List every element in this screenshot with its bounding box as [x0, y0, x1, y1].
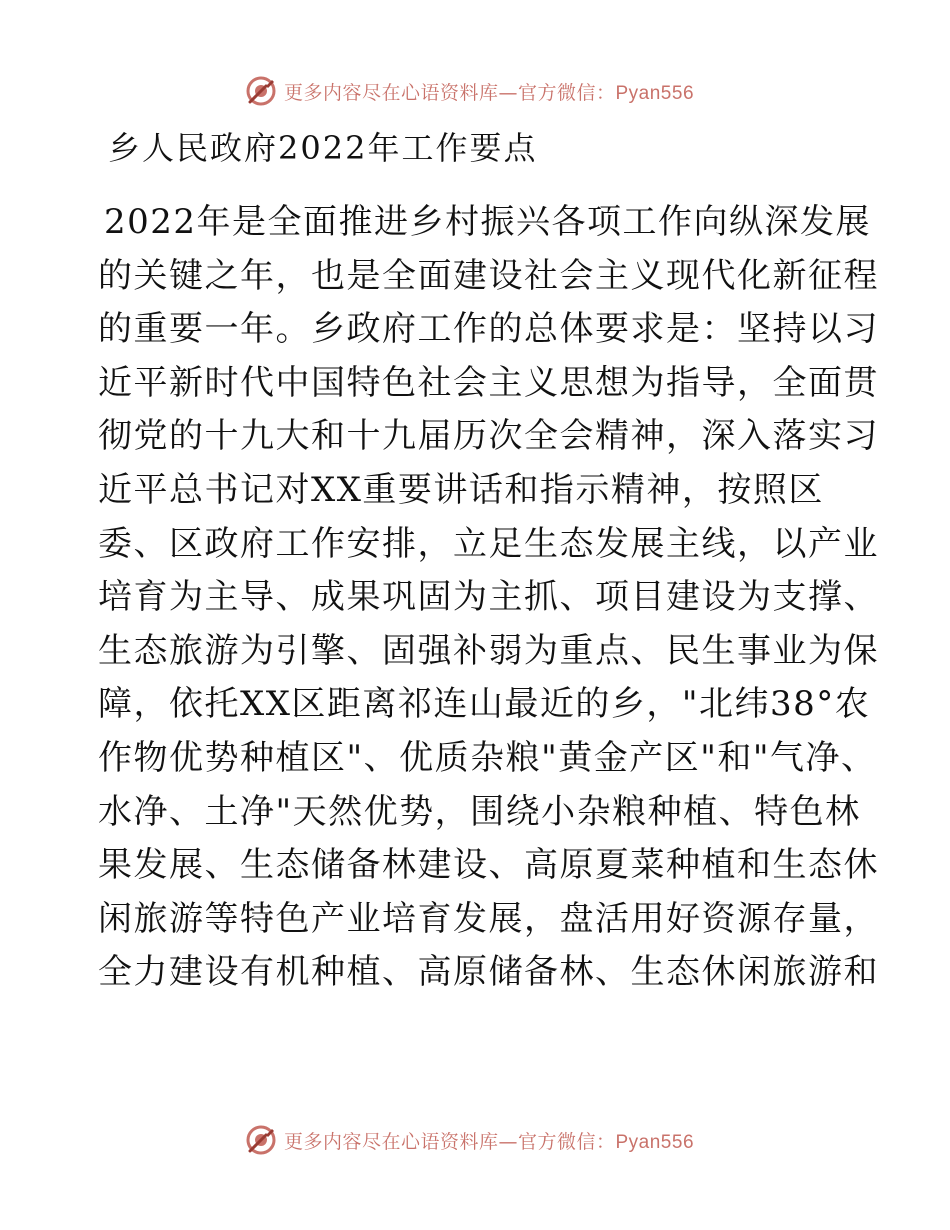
- header-watermark-banner: [0, 69, 950, 113]
- body-line: 培育为主导、成果巩固为主抓、项目建设为支撑、: [98, 577, 879, 618]
- watermark-separator: —: [498, 81, 518, 104]
- body-line: 近平总书记对XX重要讲话和指示精神，按照区: [98, 469, 824, 510]
- pen-logo-icon: [244, 74, 278, 108]
- body-line: 生态旅游为引擎、固强补弱为重点、民生事业为保: [98, 630, 879, 671]
- body-line: 闲旅游等特色产业培育发展，盘活用好资源存量，: [98, 898, 879, 939]
- body-line: 作物优势种植区"、优质杂粮"黄金产区"和"气净、: [98, 737, 877, 778]
- watermark-banner-content: [244, 74, 694, 108]
- watermark-handle: Pyan556: [615, 82, 695, 104]
- pen-logo-icon: [244, 1123, 278, 1157]
- body-line: 委、区政府工作安排，立足生态发展主线，以产业: [98, 523, 879, 564]
- body-line: 的关键之年，也是全面建设社会主义现代化新征程: [98, 255, 879, 296]
- body-line: 近平新时代中国特色社会主义思想为指导，全面贯: [98, 362, 879, 403]
- body-line: 果发展、生态储备林建设、高原夏菜种植和生态休: [98, 845, 879, 886]
- body-line: 水净、土净"天然优势，围绕小杂粮种植、特色林: [98, 791, 861, 832]
- body-line: 2022年是全面推进乡村振兴各项工作向纵深发展: [104, 202, 872, 242]
- watermark-separator: —: [498, 1130, 518, 1153]
- watermark-brand: 更多内容尽在心语资料库: [283, 1130, 499, 1153]
- watermark-handle: Pyan556: [615, 1131, 695, 1153]
- body-line: 彻党的十九大和十九届历次全会精神，深入落实习: [98, 416, 879, 457]
- document-body: [98, 196, 879, 1000]
- body-line: 的重要一年。乡政府工作的总体要求是：坚持以习: [98, 309, 879, 350]
- footer-watermark-banner: [0, 1118, 950, 1162]
- body-line: 全力建设有机种植、高原储备林、生态休闲旅游和: [98, 952, 879, 993]
- watermark-banner-content: [244, 1123, 694, 1157]
- watermark-label: 官方微信：: [517, 81, 616, 104]
- document-title: 乡人民政府2022年工作要点: [108, 129, 538, 167]
- watermark-text: [284, 78, 694, 105]
- body-line: 障，依托XX区距离祁连山最近的乡，"北纬38°农: [98, 684, 871, 725]
- watermark-text: [284, 1127, 694, 1154]
- watermark-brand: 更多内容尽在心语资料库: [283, 81, 499, 104]
- watermark-label: 官方微信：: [517, 1130, 616, 1153]
